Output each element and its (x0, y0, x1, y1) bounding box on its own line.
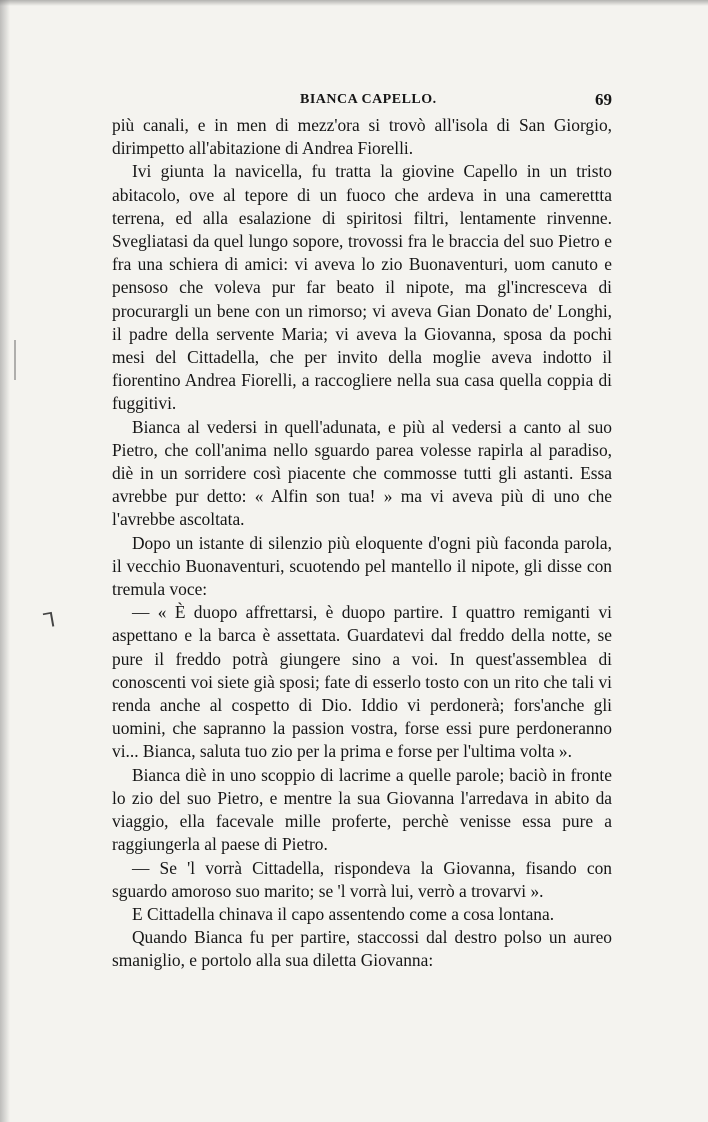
paragraph: Ivi giunta la navicella, fu tratta la giovine Capello in un tristo abitacolo, ove al tepore di un fuoco che ardeva in una camerettta terrena, ed alla esalazione di spiritosi filtri, lentamente rinvenne. Svegliatasi da quel lungo sopore, trovossi fra le braccia del suo Pietro e fra una schiera di amici: vi aveva lo zio Buonaventuri, uom canuto e pensoso che voleva pur far beato il nipote, ma gl'incresceva di procurargli un bene con un rimorso; vi aveva Gian Donato de' Longhi, il padre della servente Maria; vi aveva la Giovanna, sposa da pochi mesi del Cittadella, che per invito della moglie aveva indotto il fiorentino Andrea Fiorelli, a raccogliere nella sua casa quella coppia di fuggitivi. (112, 161, 612, 414)
page-number: 69 (595, 90, 612, 109)
paragraph: Quando Bianca fu per partire, staccossi dal destro polso un aureo smaniglio, e portolo alla sua diletta Giovanna: (112, 927, 612, 971)
paragraph: Bianca diè in uno scoppio di lacrime a quelle parole; baciò in fronte lo zio del suo Pietro, e mentre la sua Giovanna l'arredava in abito da viaggio, ella facevale mille proferte, perchè venisse essa pure a raggiungerla al paese di Pietro. (112, 764, 612, 855)
body-text (112, 114, 612, 973)
page-top-edge (0, 0, 708, 6)
page-left-edge (0, 0, 10, 1122)
paragraph: — « È duopo affrettarsi, è duopo partire. I quattro remiganti vi aspettano e la barca è assettata. Guardatevi dal freddo della notte, se pure il freddo potrà giungere sino a voi. In quest'assemblea di conoscenti voi siete già sposi; fate di esserlo tosto con un rito che tali vi renda anche al cospetto di Dio. Iddio vi perdonerà; fors'anche gli uomini, che sapranno la passion vostra, forse essi pure perdoneranno vi... Bianca, saluta tuo zio per la prima e forse per l'ultima volta ». (112, 602, 612, 762)
paragraph: Bianca al vedersi in quell'adunata, e più al vedersi a canto al suo Pietro, che coll'anima nello sguardo parea volesse rapirla al paradiso, diè in un sorridere così piacente che commosse tutti gli astanti. Essa avrebbe pur detto: « Alfin son tua! » ma vi aveva più di uno che l'avrebbe ascoltata. (112, 416, 612, 530)
paragraph: più canali, e in men di mezz'ora si trovò all'isola di San Giorgio, dirimpetto all'abitazione di Andrea Fiorelli. (112, 115, 612, 159)
paragraph: E Cittadella chinava il capo assentendo come a cosa lontana. (132, 903, 555, 924)
margin-pencil-mark: ⅂ (42, 607, 58, 633)
binding-mark (14, 340, 16, 380)
running-title: BIANCA CAPELLO. (300, 92, 437, 107)
page-header (112, 90, 612, 114)
paragraph: — Se 'l vorrà Cittadella, rispondeva la Giovanna, fisando con sguardo amoroso suo marito; se 'l vorrà lui, verrò a trovarvi ». (112, 857, 612, 901)
paragraph: Dopo un istante di silenzio più eloquente d'ogni più faconda parola, il vecchio Buonaventuri, scuotendo pel mantello il nipote, gli disse con tremula voce: (112, 532, 612, 600)
